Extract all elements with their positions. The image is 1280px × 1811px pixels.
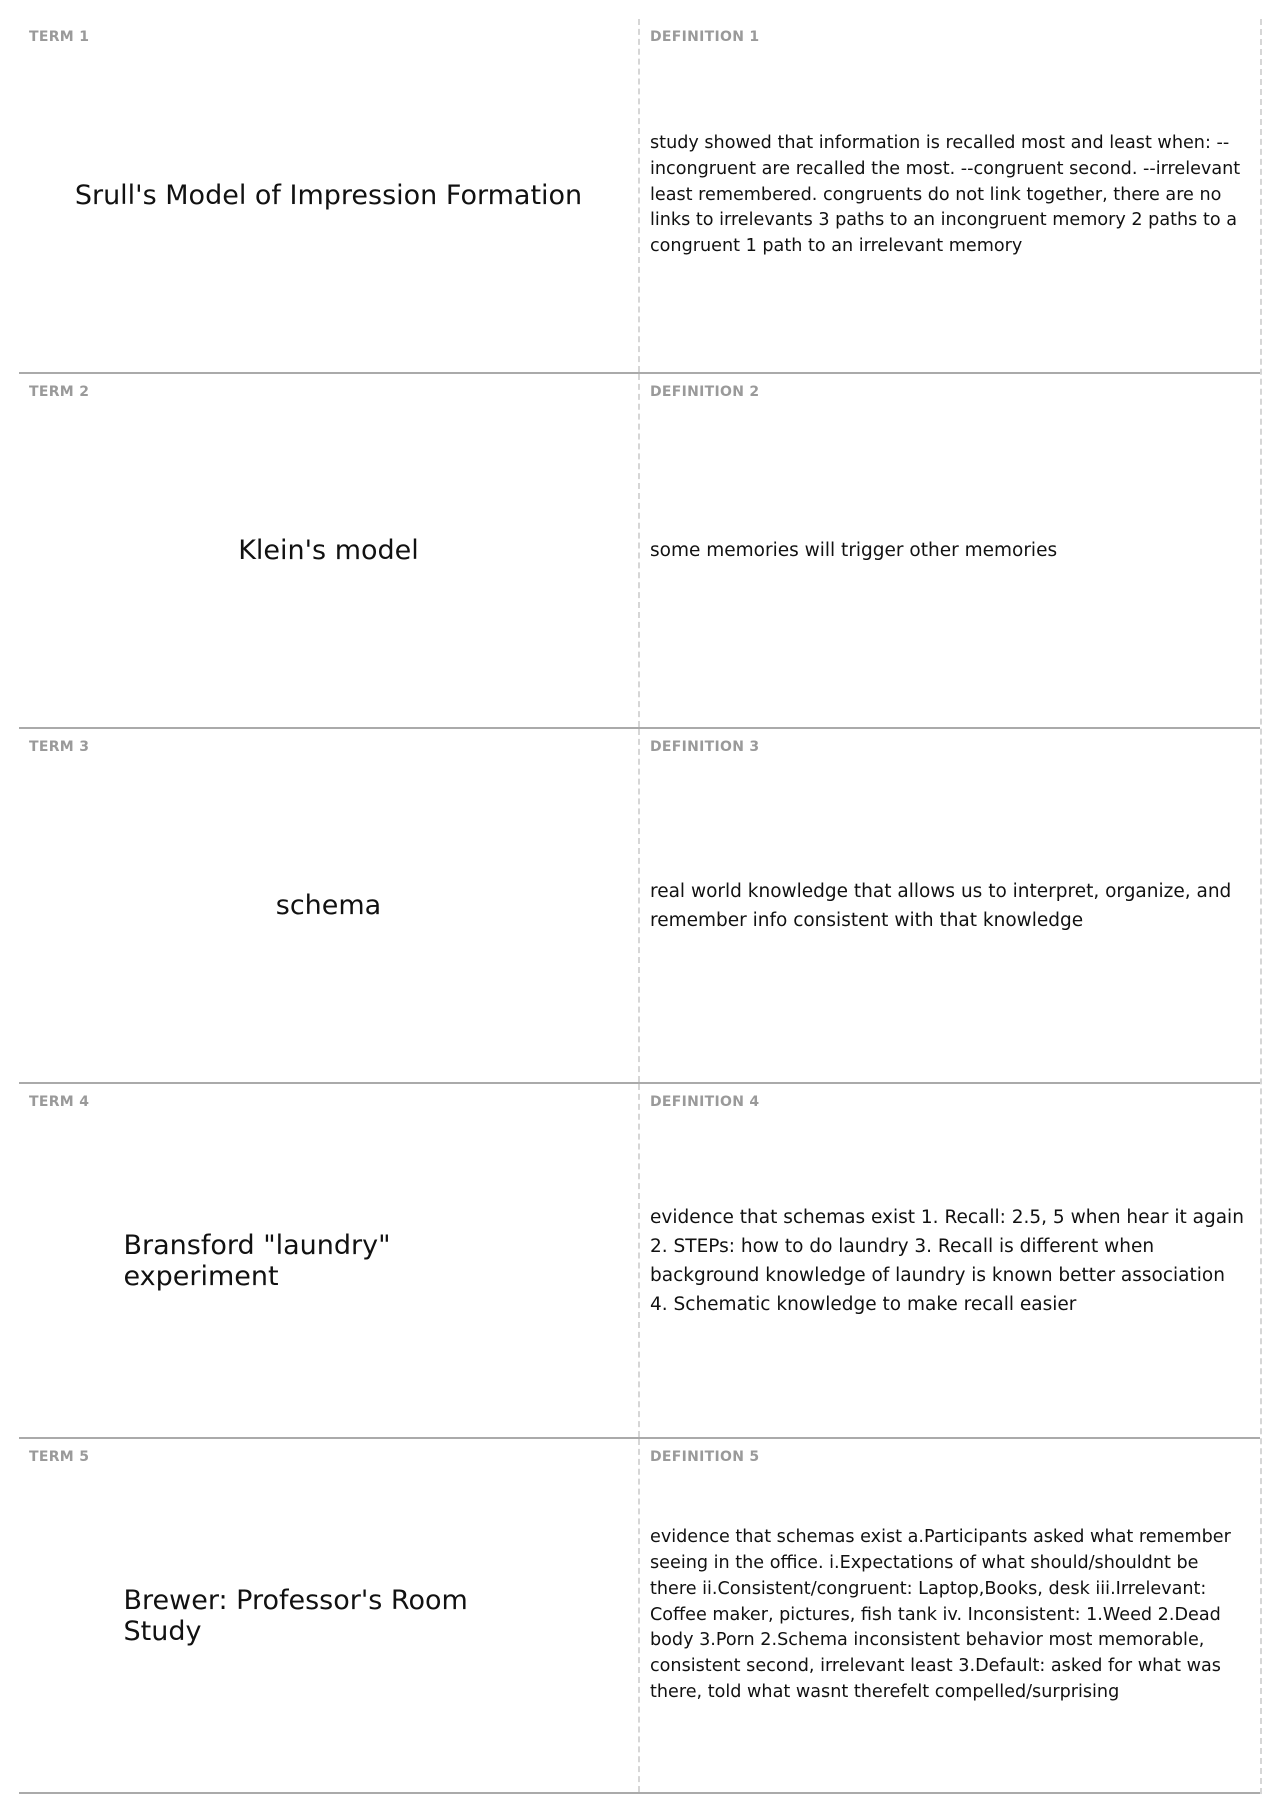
flashcard-row [19, 729, 1260, 1084]
flashcard-row [19, 374, 1260, 729]
flashcard-row [19, 19, 1260, 374]
term-label: TERM 4 [29, 1094, 90, 1110]
definition-text: study showed that information is recalled most and least when: --incongruent are recalled the most. --congruent second. --irrelevant least remembered. congruents do not link together, there are no links to irrelevants 3 paths to an incongruent memory 2 paths to a congruent 1 path to an irrelevant memory [650, 133, 1241, 257]
term-text: schema [275, 890, 382, 921]
definition-label: DEFINITION 5 [650, 1449, 760, 1465]
definition-text: evidence that schemas exist 1. Recall: 2.5, 5 when hear it again 2. STEPs: how to do laundry 3. Recall is different when background knowledge of laundry is known better association 4. Schematic knowledge to make recall easier [650, 1206, 1244, 1315]
flashcard-row [19, 1439, 1260, 1794]
term-text: Bransford "laundry" experiment [123, 1229, 391, 1292]
term-label: TERM 1 [29, 29, 90, 45]
definition-cell [640, 1084, 1260, 1437]
term-label: TERM 3 [29, 739, 90, 755]
definition-cell [640, 729, 1260, 1082]
flashcard-row [19, 1084, 1260, 1439]
term-cell [19, 1084, 640, 1437]
term-text: Brewer: Professor's Room Study [123, 1584, 468, 1647]
definition-text: real world knowledge that allows us to interpret, organize, and remember info consistent with that knowledge [650, 880, 1232, 931]
definition-text: some memories will trigger other memories [650, 540, 1058, 561]
definition-label: DEFINITION 4 [650, 1094, 760, 1110]
term-cell [19, 1439, 640, 1792]
term-cell [19, 729, 640, 1082]
term-text: Klein's model [238, 535, 419, 566]
term-label: TERM 2 [29, 384, 90, 400]
definition-label: DEFINITION 2 [650, 384, 760, 400]
definition-text: evidence that schemas exist a.Participants asked what remember seeing in the office. i.Expectations of what should/shouldnt be there ii.Consistent/congruent: Laptop,Books, desk iii.Irrelevant: Coffee maker, pictures, fish tank iv. Inconsistent: 1.Weed 2.Dead body 3.Porn 2.Schema inconsistent behavior most memorable, consistent second, irrelevant least 3.Default: asked for what was there, told what wasnt therefelt compelled/surprising [650, 1527, 1231, 1702]
term-cell [19, 374, 640, 727]
definition-label: DEFINITION 1 [650, 29, 760, 45]
flashcard-sheet [19, 19, 1262, 1794]
term-label: TERM 5 [29, 1449, 90, 1465]
definition-cell [640, 374, 1260, 727]
term-text: Srull's Model of Impression Formation [74, 180, 583, 211]
definition-cell [640, 19, 1260, 372]
definition-label: DEFINITION 3 [650, 739, 760, 755]
definition-cell [640, 1439, 1260, 1792]
term-cell [19, 19, 640, 372]
